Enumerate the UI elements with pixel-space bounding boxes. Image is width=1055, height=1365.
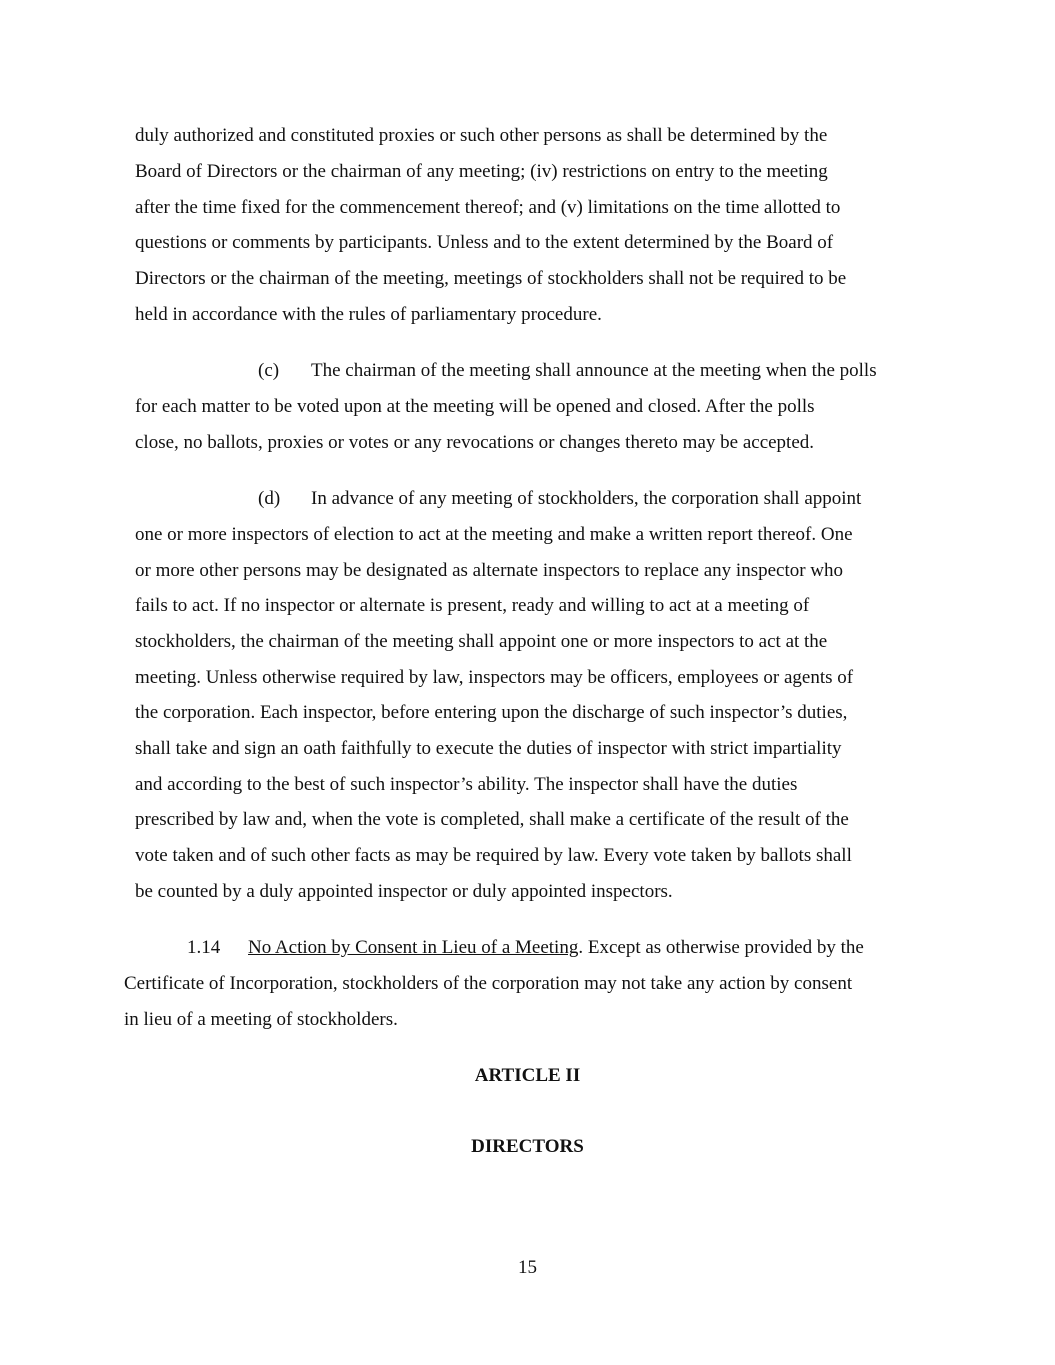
text-line: Directors or the chairman of the meeting, meetings of stockholders shall not be required to be bbox=[135, 268, 847, 289]
text-fragment: . Except as otherwise provided by the bbox=[578, 937, 864, 958]
text-line: Board of Directors or the chairman of any meeting; (iv) restrictions on entry to the meeting bbox=[135, 161, 828, 182]
text-line: in lieu of a meeting of stockholders. bbox=[124, 1009, 398, 1030]
paragraph-marker: (d) bbox=[258, 488, 281, 509]
section-title: No Action by Consent in Lieu of a Meeting bbox=[248, 937, 579, 958]
page-number: 15 bbox=[518, 1257, 537, 1278]
text-line: In advance of any meeting of stockholders, the corporation shall appoint bbox=[311, 488, 862, 509]
text-line: for each matter to be voted upon at the meeting will be opened and closed. After the polls bbox=[135, 396, 815, 417]
text-line: or more other persons may be designated as alternate inspectors to replace any inspector who bbox=[135, 560, 844, 581]
paragraph-marker: (c) bbox=[258, 360, 280, 381]
text-line: questions or comments by participants. Unless and to the extent determined by the Board of bbox=[135, 232, 834, 253]
text-line: one or more inspectors of election to act at the meeting and make a written report thereof. One bbox=[135, 524, 853, 545]
text-line: duly authorized and constituted proxies or such other persons as shall be determined by the bbox=[135, 125, 828, 146]
section-title-line bbox=[248, 936, 864, 960]
article-subheading: DIRECTORS bbox=[471, 1136, 584, 1157]
text-line: fails to act. If no inspector or alternate is present, ready and willing to act at a meeting of bbox=[135, 595, 810, 616]
text-line: close, no ballots, proxies or votes or any revocations or changes thereto may be accepted. bbox=[135, 432, 815, 453]
text-line: Certificate of Incorporation, stockholders of the corporation may not take any action by consent bbox=[124, 973, 853, 994]
text-line: the corporation. Each inspector, before entering upon the discharge of such inspector’s duties, bbox=[135, 702, 848, 723]
text-line: The chairman of the meeting shall announce at the meeting when the polls bbox=[311, 360, 877, 381]
text-line: stockholders, the chairman of the meeting shall appoint one or more inspectors to act at the bbox=[135, 631, 828, 652]
section-number: 1.14 bbox=[187, 937, 221, 958]
text-line: be counted by a duly appointed inspector or duly appointed inspectors. bbox=[135, 881, 673, 902]
text-line: after the time fixed for the commencement thereof; and (v) limitations on the time allotted to bbox=[135, 197, 841, 218]
text-line: held in accordance with the rules of parliamentary procedure. bbox=[135, 304, 602, 325]
article-heading: ARTICLE II bbox=[474, 1065, 581, 1086]
text-line: shall take and sign an oath faithfully to execute the duties of inspector with strict impartiality bbox=[135, 738, 842, 759]
text-line: prescribed by law and, when the vote is completed, shall make a certificate of the result of the bbox=[135, 809, 849, 830]
text-line: meeting. Unless otherwise required by law, inspectors may be officers, employees or agents of bbox=[135, 667, 854, 688]
text-line: vote taken and of such other facts as may be required by law. Every vote taken by ballots shall bbox=[135, 845, 852, 866]
text-line: and according to the best of such inspector’s ability. The inspector shall have the duties bbox=[135, 774, 798, 795]
